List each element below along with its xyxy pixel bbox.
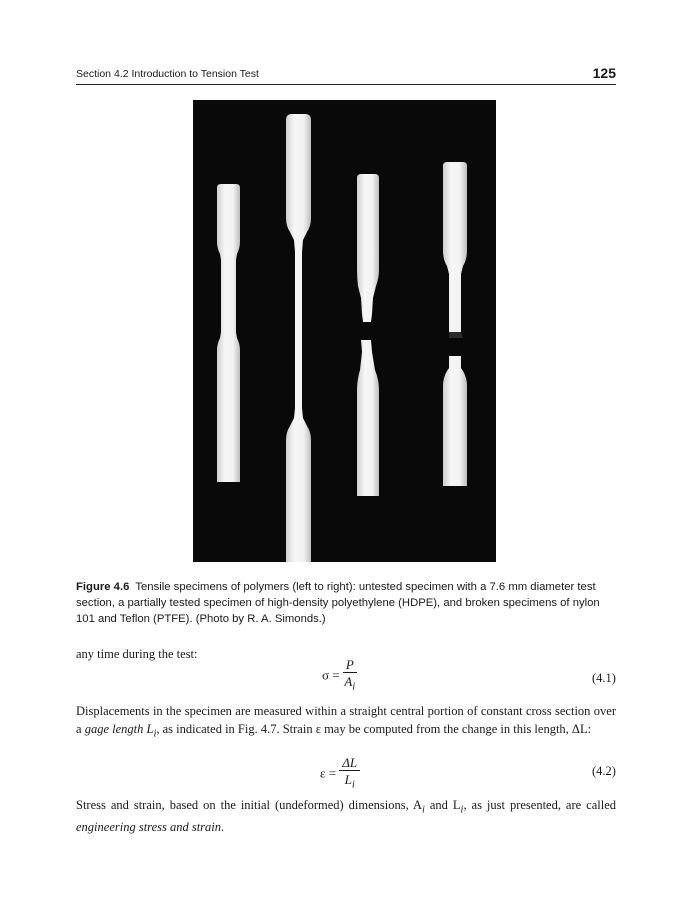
running-head: Section 4.2 Introduction to Tension Test (76, 68, 259, 80)
paragraph-3-text-d: . (221, 820, 225, 834)
equation-4-2-number: (4.2) (592, 764, 616, 778)
paragraph-2: Displacements in the specimen are measured within a straight central portion of constant cross section over a gage length $L_i$, as indicated in Fig. 4.7. Strain ε may be computed from the change in this length, ΔL: (76, 704, 616, 739)
figure-caption-text: Tensile specimens of polymers (left to right): untested specimen with a 7.6 mm diameter test section, a partially tested specimen of high-density polyethylene (HDPE), and broken specimens of nylon 101 and Teflon (PTFE). (Photo by R. A. Simonds.) (76, 581, 600, 625)
equation-4-2-numerator: ΔL (342, 755, 358, 770)
equation-4-2-lhs: ε = (320, 765, 337, 781)
equation-4-2 (320, 755, 360, 794)
paragraph-2-text-b: , as indicated in Fig. 4.7. Strain ε may be computed from the change in this length, ΔL: (156, 721, 592, 736)
equation-4-2-denominator: L (344, 772, 352, 787)
equation-4-1-number: (4.1) (592, 671, 616, 685)
equation-4-1-subscript: i (352, 680, 356, 693)
equation-4-1-lhs: σ = (322, 667, 340, 683)
paragraph-3-text-b: and L (424, 798, 461, 812)
equation-4-1-fraction (343, 657, 357, 696)
specimen-untested (217, 184, 240, 482)
equation-4-2-subscript: i (351, 778, 355, 791)
page-header (76, 66, 616, 85)
paragraph-3-emphasis: engineering stress and strain (76, 820, 222, 834)
paragraph-2-emphasis: gage length (84, 721, 144, 736)
equation-4-1-denominator: A (344, 674, 353, 689)
specimen-photo (193, 100, 496, 562)
equation-4-2-fraction (339, 755, 360, 794)
paragraph-1-text: any time during the test: (76, 647, 198, 661)
page-number: 125 (592, 65, 616, 81)
equation-4-1 (322, 657, 357, 696)
figure-label: Figure 4.6 (76, 581, 130, 593)
paragraph-3: Stress and strain, based on the initial (undeformed) dimensions, $A_i$ and $L_i$, as just presented, are called engineering stress and strain. (76, 798, 616, 834)
specimen-nylon-broken (357, 174, 379, 496)
specimen-ptfe-broken (443, 162, 467, 486)
specimen-photo-drawing (193, 100, 496, 562)
figure-caption (76, 579, 621, 627)
equation-4-1-numerator: P (345, 657, 354, 672)
specimen-hdpe-partially-tested (286, 114, 311, 562)
paragraph-2-text-a: Displacements in the specimen are measured within a straight central portion of constant cross section over a (76, 704, 616, 736)
paragraph-3-text-c: , as just presented, are called (463, 798, 616, 812)
paragraph-3-text-a: Stress and strain, based on the initial (undeformed) dimensions, A (76, 798, 423, 812)
